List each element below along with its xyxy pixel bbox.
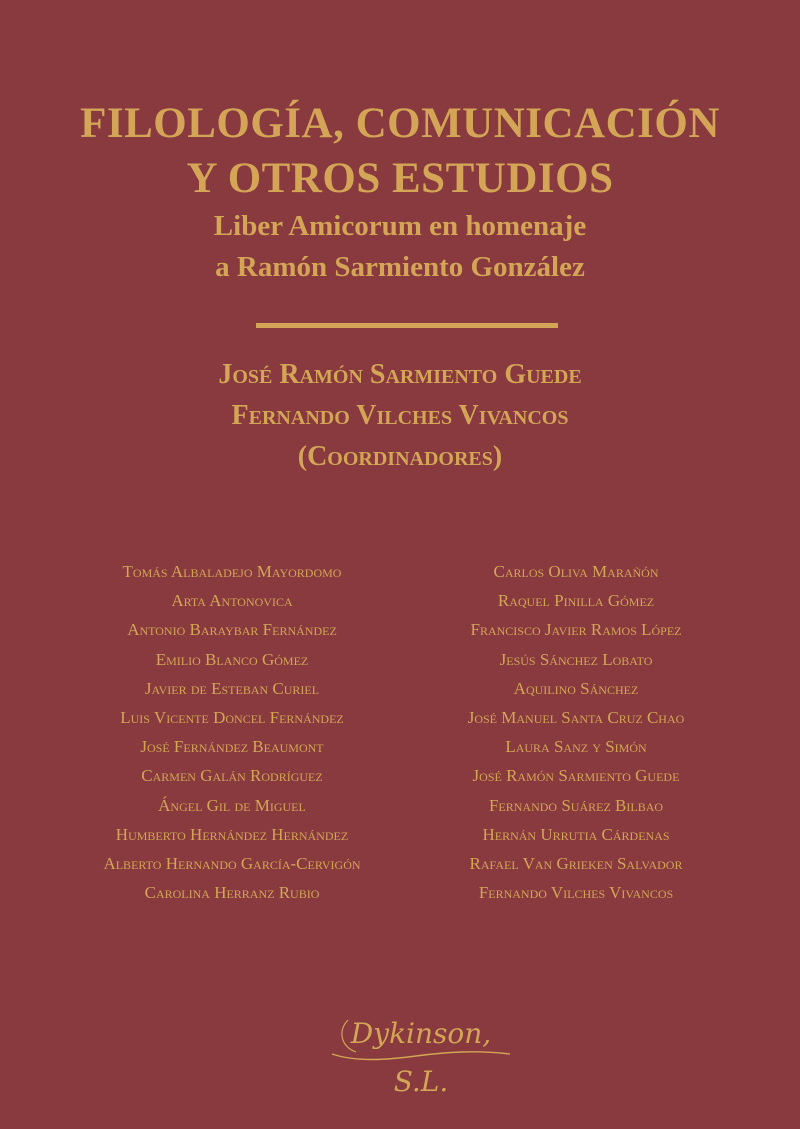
contributor-name: Arta Antonovica (171, 591, 293, 611)
contributor-name: Alberto Hernando García-Cervigón (103, 854, 361, 874)
contributor-name: Antonio Baraybar Fernández (127, 620, 337, 640)
contributor-name: Javier de Esteban Curiel (144, 678, 320, 698)
contributor-name: Fernando Suárez Bilbao (488, 795, 664, 815)
contributor-name: Jesús Sánchez Lobato (499, 649, 653, 669)
contributors-left-column (60, 557, 404, 907)
contributor-name: Fernando Vilches Vivancos (478, 883, 674, 903)
publisher-name: Dykinson, S.L. (350, 1017, 492, 1098)
contributor-name: Carolina Herranz Rubio (144, 883, 320, 903)
contributor-name: Tomás Albaladejo Mayordomo (122, 562, 342, 581)
coordinators-label: (Coordinadores) (297, 441, 503, 472)
contributor-name: Carmen Galán Rodríguez (141, 766, 323, 786)
book-title (0, 96, 800, 206)
contributor-name: Hernán Urrutia Cárdenas (482, 824, 670, 844)
divider-rule (256, 323, 558, 328)
coordinators (0, 354, 800, 477)
contributor-name: Humberto Hernández Hernández (115, 824, 349, 844)
subtitle-line-1: Liber Amicorum en homenaje (213, 210, 587, 242)
contributor-name: Raquel Pinilla Gómez (497, 591, 655, 611)
subtitle-line-2: a Ramón Sarmiento González (215, 251, 585, 283)
contributor-name: Aquilino Sánchez (513, 678, 639, 698)
publisher-logo (326, 1010, 516, 1098)
contributor-name: Ángel Gil de Miguel (158, 795, 306, 815)
contributors-right-column (406, 557, 746, 907)
contributor-name: Emilio Blanco Gómez (155, 649, 309, 669)
title-line-2: Y OTROS ESTUDIOS (186, 155, 614, 202)
contributor-name: José Ramón Sarmiento Guede (472, 766, 680, 786)
contributor-name: Laura Sanz y Simón (505, 737, 647, 757)
contributor-name: Rafael Van Grieken Salvador (469, 854, 683, 874)
contributor-name: José Manuel Santa Cruz Chao (467, 708, 685, 728)
contributor-name: Carlos Oliva Marañón (493, 562, 659, 581)
coordinator-1: José Ramón Sarmiento Guede (218, 359, 582, 390)
contributor-name: Luis Vicente Doncel Fernández (120, 708, 344, 728)
book-subtitle (0, 206, 800, 288)
contributor-name: Francisco Javier Ramos López (470, 620, 682, 640)
coordinator-2: Fernando Vilches Vivancos (231, 400, 569, 431)
contributor-name: José Fernández Beaumont (140, 737, 324, 757)
title-line-1: FILOLOGÍA, COMUNICACIÓN (80, 100, 720, 147)
